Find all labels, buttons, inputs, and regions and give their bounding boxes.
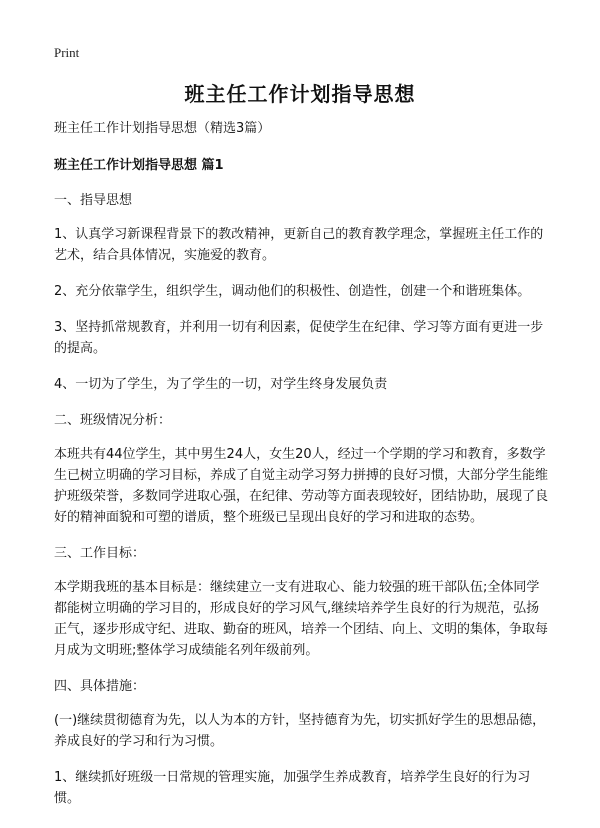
print-label: Print <box>54 45 80 60</box>
paragraph-item-1: 1、认真学习新课程背景下的教改精神，更新自己的教育教学理念，掌握班主任工作的艺术，结合具体情况，实施爱的教育。 <box>54 227 544 263</box>
section-title: 班主任工作计划指导思想 篇1 <box>54 158 224 173</box>
paragraph-measure-1: (一)继续贯彻德育为先，以人为本的方针，坚持德育为先，切实抓好学生的思想品德，养成良好的学习和行为习惯。 <box>54 713 546 749</box>
paragraph-measure-2: 1、继续抓好班级一日常规的管理实施，加强学生养成教育，培养学生良好的行为习惯。 <box>54 770 531 806</box>
paragraph-class-analysis: 本班共有44位学生，其中男生24人，女生20人，经过一个学期的学习和教育，多数学生已树立明确的学习目标，养成了自觉主动学习努力拼搏的良好习惯，大部分学生能维护班级荣誉，多数同学进取心强，在纪律、劳动等方面表现较好，团结协助，展现了良好的精神面貌和可塑的谱质，整个班级已呈现出良好的学习和进取的态势。 <box>54 447 549 525</box>
paragraph-item-2: 2、充分依靠学生，组织学生，调动他们的积极性、创造性，创建一个和谐班集体。 <box>54 284 531 299</box>
document-body <box>54 118 550 824</box>
document-subtitle: 班主任工作计划指导思想（精选3篇） <box>54 121 271 136</box>
paragraph-item-4: 4、一切为了学生，为了学生的一切，对学生终身发展负责 <box>54 377 388 392</box>
paragraph-work-goals: 本学期我班的基本目标是：继续建立一支有进取心、能力较强的班干部队伍;全体同学都能树立明确的学习目的，形成良好的学习风气,继续培养学生良好的行为规范，弘扬正气，逐步形成守纪、进取、勤奋的班风，培养一个团结、向上、文明的集体，争取每月成为文明班;整体学习成绩能名列年级前列。 <box>54 580 549 658</box>
heading-work-goals: 三、工作目标： <box>54 546 146 561</box>
heading-class-analysis: 二、班级情况分析： <box>54 413 172 428</box>
page-title: 班主任工作计划指导思想 <box>184 82 416 106</box>
heading-guiding-ideology: 一、指导思想 <box>54 193 133 208</box>
heading-measures: 四、具体措施： <box>54 679 146 694</box>
paragraph-item-3: 3、坚持抓常规教育，并利用一切有利因素，促使学生在纪律、学习等方面有更进一步的提高。 <box>54 320 544 356</box>
